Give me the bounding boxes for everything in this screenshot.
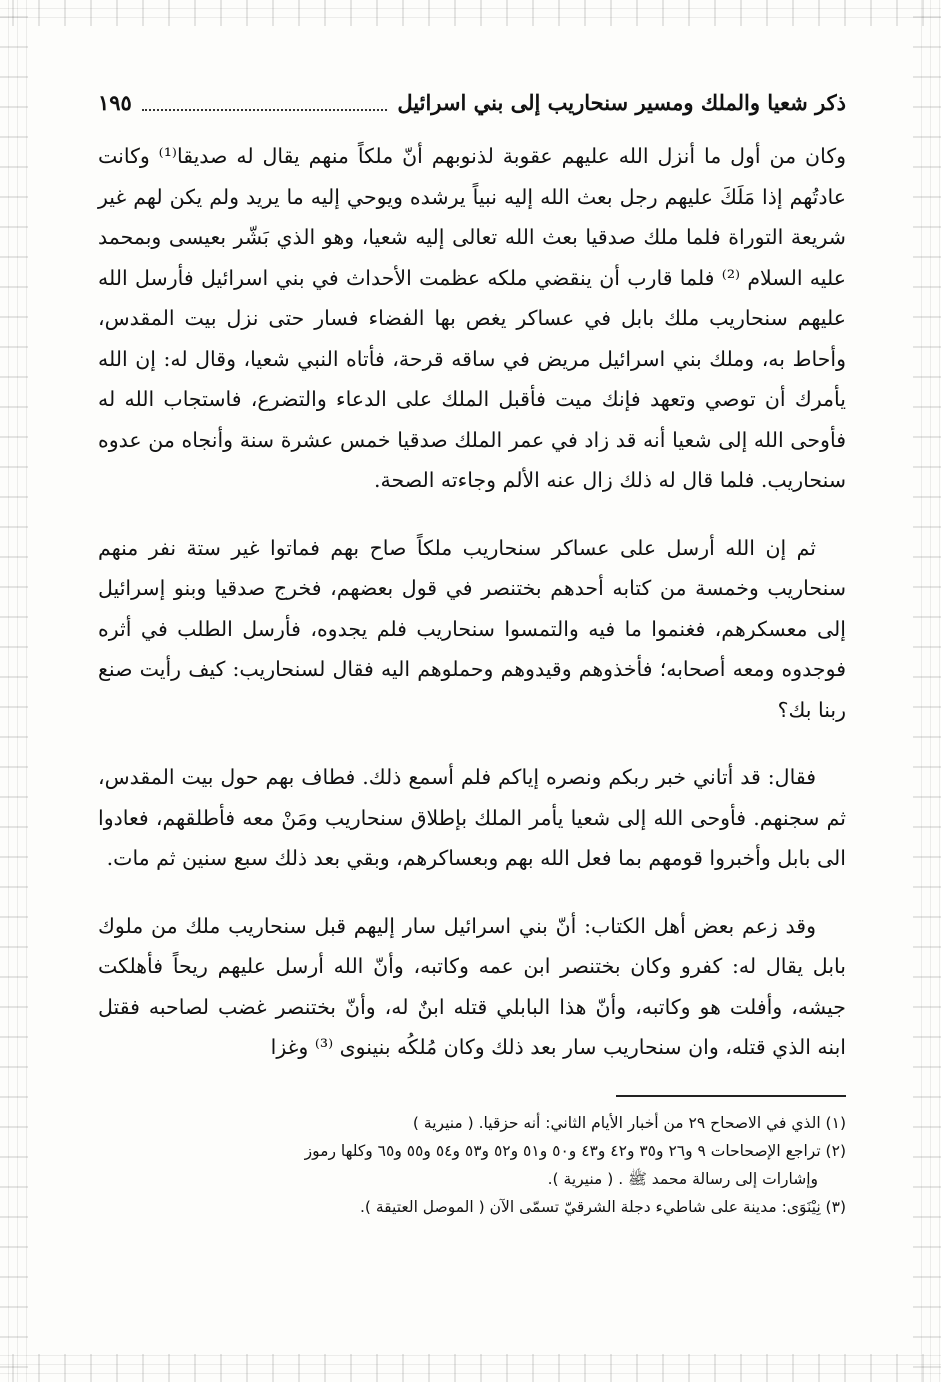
footnote-2: (٢) تراجع الإصحاحات ٩ و٢٦ و٣٥ و٤٢ و٤٣ و٥٠ و٥١ و٥٢ و٥٣ و٥٤ و٥٥ و٦٥ وكلها رموز	[304, 1141, 846, 1160]
chapter-title: ذكر شعيا والملك ومسير سنحاريب إلى بني اسرائيل	[397, 89, 846, 115]
paragraph: وكان من أول ما أنزل الله عليهم عقوبة لذنوبهم أنّ ملكاً منهم يقال له صديقا⁽¹⁾ وكانت عادتُهم إذا مَلَكَ عليهم رجل بعث الله إليه نبياً يرشده ويوحي إليه ما يريد ولم يكن لهم غير شريعة التوراة فلما ملك صدقيا بعث الله تعالى إليه شعيا، وهو الذي بَشّر بعيسى وبمحمد عليه السلام ⁽²⁾ فلما قارب أن ينقضي ملكه عظمت الأحداث في بني اسرائيل فأرسل الله عليهم سنحاريب ملك بابل في عساكر يغص بها الفضاء فسار حتى نزل بيت المقدس، وأحاط به، وملك بني اسرائيل مريض في ساقه قرحة، فأتاه النبي شعيا، وقال له: إن الله يأمرك أن توصي وتعهد فإنك ميت فأقبل الملك على الدعاء والتضرع، فاستجاب الله له فأوحى الله إلى شعيا أنه قد زاد في عمر الملك صدقيا خمس عشرة سنة وأنجاه من عدوه سنحاريب. فلما قال له ذلك زال عنه الألم وجاءته الصحة.	[98, 144, 847, 492]
leader-dots	[142, 109, 388, 111]
footnote-separator	[616, 1095, 846, 1097]
decorative-border-bottom	[0, 1354, 941, 1382]
footnote-2-continued: وإشارات إلى رسالة محمد ﷺ . ( منيرية ).	[547, 1169, 818, 1188]
page-number: ١٩٥	[98, 89, 132, 115]
paragraph: فقال: قد أتاني خبر ربكم ونصره إياكم فلم أسمع ذلك. فطاف بهم حول بيت المقدس، ثم سجنهم. فأوحى الله إلى شعيا يأمر الملك بإطلاق سنحاريب ومَنْ معه فأطلقهم، فعادوا الى بابل وأخبروا قومهم بما فعل الله بهم وبعساكرهم، وبقي بعد ذلك سبع سنين ثم مات.	[98, 765, 846, 870]
decorative-border-left	[0, 0, 28, 1382]
footnotes	[98, 1109, 846, 1221]
decorative-border-right	[913, 0, 941, 1382]
paragraph: وقد زعم بعض أهل الكتاب: أنّ بني اسرائيل سار إليهم قبل سنحاريب ملك من ملوك بابل يقال له: كفرو وكان بختنصر ابن عمه وكاتبه، وأنّ الله أرسل عليهم ريحاً فأهلكت جيشه، وأفلت هو وكاتبه، وأنّ هذا البابلي قتله ابنٌ له، وأنّ بختنصر غضب لصاحبه فقتل ابنه الذي قتله، وان سنحاريب سار بعد ذلك وكان مُلكُه بنينوى ⁽³⁾ وغزا	[98, 913, 846, 1059]
paragraph: ثم إن الله أرسل على عساكر سنحاريب ملكاً صاح بهم فماتوا غير ستة نفر منهم سنحاريب وخمسة من كتابه أحدهم بختنصر في قول بعضهم، فخرج صدقيا وبنو إسرائيل إلى معسكرهم، فغنموا ما فيه والتمسوا سنحاريب فلم يجدوه، فأرسل الطلب في أثره فوجدوه ومعه أصحابه؛ فأخذوهم وقيدوهم وحملوهم اليه فقال لسنحاريب: كيف رأيت صنع ربنا بك؟	[98, 535, 846, 722]
footnote-3: (٣) نِيْنَوَى: مدينة على شاطيء دجلة الشرقيّ تسمّى الآن ( الموصل العتيقة ).	[359, 1197, 846, 1216]
decorative-border-top	[0, 0, 941, 26]
footnote-1: (١) الذي في الاصحاح ٢٩ من أخبار الأيام الثاني: أنه حزقيا. ( منيرية )	[412, 1113, 846, 1132]
book-page	[98, 80, 846, 1221]
running-head	[98, 80, 846, 124]
body-text	[98, 136, 846, 1068]
